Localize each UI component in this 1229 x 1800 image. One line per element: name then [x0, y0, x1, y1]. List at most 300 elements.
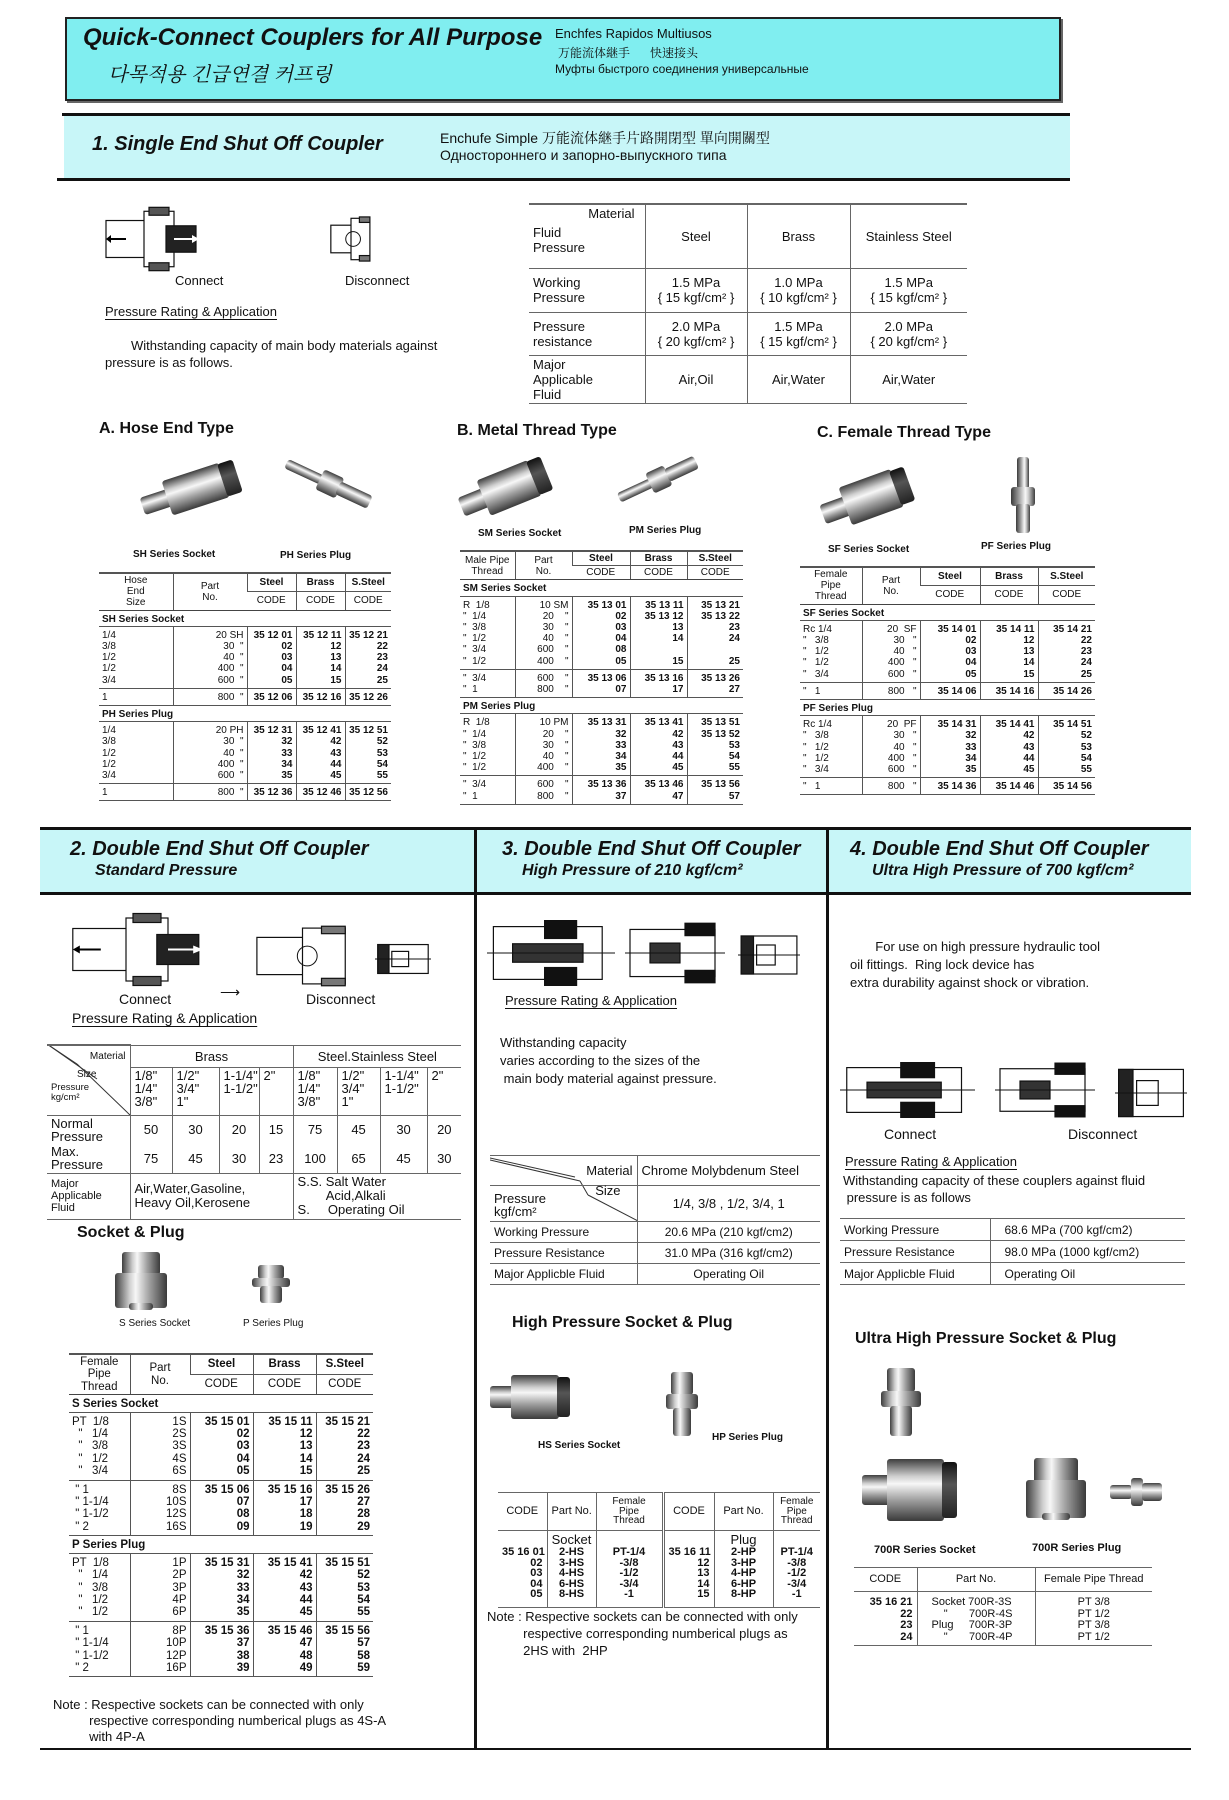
section-2-note: Note : Respective sockets can be connected with only respective corresponding numberical plugs as 4S-A with 4P-A: [53, 1697, 387, 1744]
size-cell: 1/4 3/8 1/2 1/2 3/4: [99, 722, 173, 784]
row-label: Pressure Resistance: [840, 1241, 990, 1263]
column-divider: [826, 827, 829, 1749]
ultra-high-pressure-rating-table: [840, 1218, 1185, 1285]
column-divider: [474, 827, 477, 1749]
steel-code-cell: 35 13 01 02 03 04 08 05: [572, 596, 630, 669]
size-cell: " 3/4 " 1: [460, 669, 515, 697]
column-header: Female Pipe Thread: [773, 1493, 820, 1531]
material-pressure-table: [529, 203, 967, 404]
spacer: [669, 1532, 710, 1547]
table-row: [99, 784, 391, 801]
table-row: [47, 1173, 461, 1219]
steel-code-cell: 35 15 36 37 38 39: [190, 1621, 253, 1677]
cell-value: PT-1/4 -3/8 -1/2 -3/4 -1: [780, 1546, 813, 1600]
code-header: CODE: [630, 566, 687, 580]
700r-code-table: [854, 1567, 1152, 1646]
size-cell: 1-1/4" 1-1/2": [219, 1067, 259, 1115]
size-cell: 2": [259, 1067, 293, 1115]
size-header: Size: [77, 1069, 97, 1080]
row-label: Pressure resistance: [529, 312, 645, 355]
coupler-part-shape: [1011, 487, 1035, 505]
column-header: Part No.: [917, 1568, 1035, 1592]
row-label: Major Applicable Fluid: [529, 355, 645, 403]
divider: [40, 892, 1191, 895]
material-header: Brass: [980, 567, 1038, 586]
brass-code-cell: 35 12 11 12 13 14 15: [296, 626, 345, 688]
coupler-part-shape: [258, 1265, 285, 1279]
section-1-subtitle-1: Enchufe Simple 万能流体継手片路開閉型 單向開關型: [440, 130, 770, 146]
coupler-part-shape: [666, 1394, 698, 1409]
coupler-part-shape: [881, 1391, 921, 1407]
corner-header-cell: [529, 204, 645, 268]
divider: [57, 178, 1070, 181]
table-row: [800, 716, 1095, 778]
coupler-part-shape: [122, 1252, 159, 1275]
table-row: [840, 1219, 1185, 1241]
size-cell: 1/2" 3/4" 1": [337, 1067, 380, 1115]
catalog-subtitle-chinese: 万能流体継手 快速接头: [558, 46, 699, 60]
coupler-part-shape: [673, 1408, 691, 1436]
code-header: CODE: [296, 592, 345, 610]
group-title-row: [800, 700, 1095, 716]
steel-code-cell: 35 12 36: [247, 784, 296, 801]
coupler-part-shape: [1042, 1513, 1071, 1520]
table-row: [47, 1144, 461, 1173]
max-pressure-label: Max. Pressure: [51, 1144, 104, 1173]
socket-part-cell: [547, 1531, 596, 1608]
row-value: 31.0 MPa (316 kgf/cm2): [637, 1243, 820, 1264]
code-header: CODE: [316, 1375, 373, 1395]
spacer: [601, 1532, 658, 1547]
pf-plug-label: PF Series Plug: [981, 541, 1052, 552]
coupler-part-shape: [664, 456, 699, 482]
disconnect-label: Disconnect: [345, 273, 410, 288]
part-no-cell: 20 PH 30 " 40 " 400 " 600 ": [173, 722, 247, 784]
steel-code-cell: 35 13 31 32 33 34 35: [572, 714, 630, 776]
header-row: [69, 1354, 373, 1375]
brass-code-cell: 35 15 41 42 43 44 45: [253, 1553, 316, 1621]
normal-pressure-value: 30: [380, 1115, 427, 1144]
table-row: [800, 682, 1095, 699]
group-title: PF Series Plug: [800, 700, 1095, 716]
sstell-code-cell: 35 12 51 52 53 54 55: [345, 722, 391, 784]
ultra-high-pressure-socket-plug-heading: Ultra High Pressure Socket & Plug: [855, 1330, 1117, 1347]
column-header: Part No.: [173, 573, 247, 610]
brass-code-cell: 35 14 11 12 13 14 15: [980, 620, 1038, 682]
part-no-cell: 800 ": [862, 778, 920, 795]
arrow-right-icon: ⟶: [220, 984, 241, 1000]
normal-pressure-value: 20: [427, 1115, 461, 1144]
row-value: 68.6 MPa (700 kgf/cm2): [990, 1219, 1185, 1241]
row-label: Working Pressure: [840, 1219, 990, 1241]
pressure-header: Pressure kgf/cm²: [494, 1191, 547, 1219]
hose-end-type-heading: A. Hose End Type: [99, 420, 234, 437]
coupler-part-shape: [942, 1462, 957, 1518]
table-row: [854, 1592, 1152, 1646]
hp-plug-label: HP Series Plug: [712, 1432, 783, 1443]
part-no-cell: 20 PF 30 " 40 " 400 " 600 ": [862, 716, 920, 778]
steel-header: Steel.Stainless Steel: [293, 1045, 461, 1067]
sstell-code-cell: 35 15 51 52 53 54 55: [316, 1553, 373, 1621]
steel-code-cell: 35 15 06 07 08 09: [190, 1480, 253, 1536]
coupler-part-shape: [335, 482, 372, 509]
sstell-code-cell: 35 14 26: [1038, 682, 1095, 699]
header-row: [498, 1493, 820, 1531]
table-row: [69, 1480, 373, 1536]
size-cell: R 1/8 " 1/4 " 3/8 " 1/2 " 1/2: [460, 714, 515, 776]
socket-plug-heading: Socket & Plug: [77, 1224, 185, 1241]
normal-pressure-value: 15: [259, 1115, 293, 1144]
steel-code-cell: 35 13 06 07: [572, 669, 630, 697]
header-row: [529, 204, 967, 268]
table-row: [498, 1531, 820, 1608]
max-pressure-value: 30: [219, 1144, 259, 1173]
table-row: [840, 1241, 1185, 1263]
code-header: CODE: [980, 586, 1038, 604]
steel-code-cell: 35 15 01 02 03 04 05: [190, 1412, 253, 1480]
section-4-description: For use on high pressure hydraulic tool oil fittings. Ring lock device has extra durability against shock or vibration.: [850, 939, 1101, 990]
brass-code-cell: 35 13 41 42 43 44 45: [630, 714, 687, 776]
pressure-rating-heading: Pressure Rating & Application: [105, 304, 277, 319]
sstell-code-cell: 35 13 56 57: [687, 776, 743, 804]
spacer: [502, 1532, 543, 1547]
part-no-cell: 20 SF 30 " 40 " 400 " 600 ": [862, 620, 920, 682]
table-row: [490, 1264, 820, 1285]
sstell-code-cell: 35 12 21 22 23 24 25: [345, 626, 391, 688]
sstell-code-cell: 35 14 21 22 23 24 25: [1038, 620, 1095, 682]
connect-cross-section-drawing: [487, 920, 615, 986]
code-header: CODE: [190, 1375, 253, 1395]
size-cell: PT 1/8 " 1/4 " 3/8 " 1/2 " 3/4: [69, 1412, 130, 1480]
part-no-cell: 1P 2P 3P 4P 6P: [130, 1553, 190, 1621]
sstell-code-cell: 35 15 21 22 23 24 25: [316, 1412, 373, 1480]
coupler-part-shape: [129, 1303, 154, 1310]
table-row: [529, 312, 967, 355]
plug-cross-section-drawing: [1115, 1062, 1187, 1124]
group-title: P Series Plug: [69, 1536, 373, 1553]
material-header: S.Steel: [345, 573, 391, 592]
section-3-note: Note : Respective sockets can be connected with only respective corresponding numberical plugs as 2HS with 2HP: [487, 1609, 798, 1658]
plug-cross-section-drawing: [375, 940, 431, 978]
row-label: Working Pressure: [529, 268, 645, 312]
high-pressure-socket-plug-heading: High Pressure Socket & Plug: [512, 1314, 733, 1331]
max-pressure-value: 100: [293, 1144, 337, 1173]
size-cell: " 1 " 1-1/4 " 1-1/2 " 2: [69, 1621, 130, 1677]
column-header: Hose End Size: [99, 573, 173, 610]
corner-header-cell: [490, 1183, 637, 1222]
table-row: [460, 596, 743, 669]
steel-code-cell: 35 14 36: [920, 778, 980, 795]
column-header: Female Pipe Thread: [69, 1354, 130, 1395]
table-row: [47, 1115, 461, 1144]
coupler-part-shape: [1016, 504, 1031, 533]
brass-code-cell: 35 13 11 35 13 12 13 14 15: [630, 596, 687, 669]
fluid-pressure-header: Fluid Pressure: [533, 225, 586, 255]
brass-code-cell: 35 13 46 47: [630, 776, 687, 804]
row-label: Major Applicble Fluid: [490, 1264, 637, 1285]
plug-label: Plug: [730, 1532, 757, 1547]
size-cell: " 3/4 " 1: [460, 776, 515, 804]
size-cell: " 1: [800, 682, 862, 699]
part-no-cell: 800 ": [173, 688, 247, 705]
table-row: [800, 620, 1095, 682]
group-title: S Series Socket: [69, 1395, 373, 1412]
size-cell: 1-1/4" 1-1/2": [380, 1067, 427, 1115]
spacer: [778, 1532, 817, 1547]
catalog-subtitle-spanish: Enchfes Rapidos Multiusos: [555, 26, 712, 41]
part-no-cell: 20 SH 30 " 40 " 400 " 600 ": [173, 626, 247, 688]
cell-value: 35 16 11 12 13 14 15: [668, 1546, 711, 1600]
brass-code-cell: 35 12 16: [296, 688, 345, 705]
steel-code-cell: 35 14 31 32 33 34 35: [920, 716, 980, 778]
sh-socket-label: SH Series Socket: [133, 549, 216, 560]
normal-pressure-label: Normal Pressure: [51, 1115, 104, 1144]
column-header: Female Pipe Thread: [596, 1493, 663, 1531]
plug-code-cell: [663, 1531, 714, 1608]
material-header: Brass: [630, 551, 687, 566]
table-row: [69, 1553, 373, 1621]
section-2-title: 2. Double End Shut Off Coupler: [70, 838, 369, 860]
sstell-code-cell: 35 12 56: [345, 784, 391, 801]
normal-pressure-value: 20: [219, 1115, 259, 1144]
max-pressure-value: 75: [130, 1144, 172, 1173]
pressure-value: 1.5 MPa { 15 kgf/cm² }: [850, 268, 967, 312]
plug-cross-section-drawing: [738, 930, 800, 980]
size-value: 1/4, 3/8 , 1/2, 3/4, 1: [637, 1186, 820, 1222]
coupler-part-shape: [1034, 1458, 1077, 1483]
s-p-series-code-table: [69, 1353, 373, 1677]
part-no-cell: 800 ": [173, 784, 247, 801]
brass-code-cell: 35 15 11 12 13 14 15: [253, 1412, 316, 1480]
socket-label: Socket: [551, 1532, 592, 1547]
brass-header: Brass: [130, 1045, 293, 1067]
size-cell: " 1: [800, 778, 862, 795]
row-label: Major Applicble Fluid: [840, 1263, 990, 1285]
cell-value: 2-HP 3-HP 4-HP 6-HP 8-HP: [730, 1546, 757, 1600]
sm-socket-photo: [453, 452, 555, 527]
group-title-row: [460, 580, 743, 596]
size-cell: Rc 1/4 " 3/8 " 1/2 " 1/2 " 3/4: [800, 716, 862, 778]
code-cell: 35 16 21 22 23 24: [854, 1592, 917, 1646]
connect-cross-section-drawing: [104, 206, 204, 272]
sstell-code-cell: 35 14 51 52 53 54 55: [1038, 716, 1095, 778]
material-header: Material: [490, 1156, 637, 1186]
ph-plug-photo: [280, 450, 376, 516]
size-cell: Rc 1/4 " 3/8 " 1/2 " 1/2 " 3/4: [800, 620, 862, 682]
code-header: CODE: [1038, 586, 1095, 604]
steel-code-cell: 35 14 06: [920, 682, 980, 699]
size-cell: 1/4 3/8 1/2 1/2 3/4: [99, 626, 173, 688]
sf-socket-label: SF Series Socket: [828, 544, 910, 555]
sstell-code-cell: 35 15 26 27 28 29: [316, 1480, 373, 1536]
female-thread-type-heading: C. Female Thread Type: [817, 424, 991, 441]
header-row: [854, 1568, 1152, 1592]
group-title-row: [460, 698, 743, 714]
material-header: S.Steel: [316, 1354, 373, 1375]
brass-code-cell: 35 14 46: [980, 778, 1038, 795]
fluid-label: Major Applicable Fluid: [47, 1173, 130, 1219]
steel-code-cell: 35 13 36 37: [572, 776, 630, 804]
high-pressure-rating-table: [490, 1155, 820, 1285]
code-header: CODE: [920, 586, 980, 604]
pressure-rating-heading: Pressure Rating & Application: [845, 1154, 1017, 1169]
thread-cell: PT 3/8 PT 1/2 PT 3/8 PT 1/2: [1035, 1592, 1152, 1646]
group-title: SM Series Socket: [460, 580, 743, 596]
column-header: CODE: [854, 1568, 917, 1592]
section-3-title: 3. Double End Shut Off Coupler: [502, 838, 801, 860]
part-no-cell: 1S 2S 3S 4S 6S: [130, 1412, 190, 1480]
pressure-value: 2.0 MPa { 20 kgf/cm² }: [850, 312, 967, 355]
coupler-part-shape: [671, 1372, 693, 1395]
hs-socket-photo: [490, 1372, 570, 1422]
pressure-rating-heading: Pressure Rating & Application: [505, 993, 677, 1008]
coupler-part-shape: [1026, 1480, 1086, 1517]
column-header: Part No.: [130, 1354, 190, 1395]
hose-end-code-table: [99, 572, 391, 801]
pf-plug-photo: [1006, 457, 1040, 533]
column-header: Female Pipe Thread: [1035, 1568, 1152, 1592]
part-no-cell: 8S 10S 12S 16S: [130, 1480, 190, 1536]
sm-socket-label: SM Series Socket: [478, 528, 562, 539]
connect-cross-section-drawing: [70, 912, 210, 987]
table-row: [69, 1621, 373, 1677]
brass-code-cell: 35 14 16: [980, 682, 1038, 699]
socket-thread-cell: [596, 1531, 663, 1608]
group-title: SH Series Socket: [99, 610, 391, 626]
size-cell: 1: [99, 688, 173, 705]
column-header: Female Pipe Thread: [800, 567, 862, 604]
metal-thread-code-table: [460, 550, 743, 805]
hp-plug-photo: [662, 1372, 702, 1436]
cell-value: PT-1/4 -3/8 -1/2 -3/4 -1: [612, 1546, 646, 1600]
column-header: Part No.: [862, 567, 920, 604]
catalog-subtitle-russian: Муфты быстрого соединения универсальные: [555, 62, 809, 76]
socket-cross-section-drawing: [255, 925, 350, 987]
column-header: CODE: [663, 1493, 714, 1531]
table-row: [99, 722, 391, 784]
p-plug-label: P Series Plug: [243, 1318, 304, 1329]
size-cell: R 1/8 " 1/4 " 3/8 " 1/2 " 3/4 " 1/2: [460, 596, 515, 669]
pressure-rating-text-1: Withstanding capacity of main body materials against: [131, 338, 438, 353]
brass-code-cell: 35 14 41 42 43 44 45: [980, 716, 1038, 778]
material-header: Brass: [296, 573, 345, 592]
material-header: Steel: [190, 1354, 253, 1375]
standard-pressure-rating-table: [47, 1044, 461, 1220]
pressure-rating-text-2: pressure is as follows.: [105, 355, 233, 370]
row-value: Operating Oil: [637, 1264, 820, 1285]
steel-code-cell: 35 12 31 32 33 34 35: [247, 722, 296, 784]
max-pressure-value: 30: [427, 1144, 461, 1173]
code-header: CODE: [345, 592, 391, 610]
sstell-code-cell: 35 14 56: [1038, 778, 1095, 795]
pressure-header: Pressure kg/cm²: [51, 1082, 90, 1103]
material-column-header: Stainless Steel: [850, 204, 967, 268]
700r-socket-label: 700R Series Socket: [874, 1544, 976, 1556]
part-no-cell: 10 SM 20 " 30 " 40 " 600 " 400 ": [515, 596, 572, 669]
sstell-code-cell: 35 13 51 35 13 52 53 54 55: [687, 714, 743, 776]
plug-part-cell: [714, 1531, 773, 1608]
metal-thread-type-heading: B. Metal Thread Type: [457, 422, 617, 439]
steel-code-cell: 35 15 31 32 33 34 35: [190, 1553, 253, 1621]
coupler-part-shape: [511, 1375, 559, 1419]
sh-socket-photo: [136, 456, 244, 527]
material-header: S.Steel: [687, 551, 743, 566]
max-pressure-value: 65: [337, 1144, 380, 1173]
brass-fluid: Air,Water,Gasoline, Heavy Oil,Kerosene: [130, 1173, 293, 1219]
steel-code-cell: 35 14 01 02 03 04 05: [920, 620, 980, 682]
part-no-cell: 800 ": [862, 682, 920, 699]
table-row: [460, 776, 743, 804]
connect-cross-section-drawing: [840, 1062, 975, 1118]
group-title-row: [99, 706, 391, 722]
connect-label: Connect: [175, 273, 224, 288]
material-header: Brass: [253, 1354, 316, 1375]
section-1-title: 1. Single End Shut Off Coupler: [92, 133, 383, 155]
row-value: Operating Oil: [990, 1263, 1185, 1285]
code-header: CODE: [687, 566, 743, 580]
section-4-title: 4. Double End Shut Off Coupler: [850, 838, 1149, 860]
coupler-part-shape: [557, 1377, 570, 1417]
column-header: Male Pipe Thread: [460, 551, 515, 580]
section-3-subtitle: High Pressure of 210 kgf/cm²: [522, 862, 743, 879]
part-no-cell: Socket 700R-3S " 700R-4S Plug 700R-3P " 700R-4P: [917, 1592, 1035, 1646]
socket-code-cell: [498, 1531, 547, 1608]
group-title: PM Series Plug: [460, 698, 743, 714]
brass-code-cell: 35 12 46: [296, 784, 345, 801]
code-header: CODE: [247, 592, 296, 610]
header-row: [490, 1186, 820, 1222]
pressure-rating-heading: Pressure Rating & Application: [72, 1010, 258, 1026]
socket-cross-section-drawing: [625, 922, 725, 984]
group-title: PH Series Plug: [99, 706, 391, 722]
divider: [40, 1748, 1191, 1750]
hs-socket-label: HS Series Socket: [538, 1440, 621, 1451]
brass-code-cell: 35 15 16 17 18 19: [253, 1480, 316, 1536]
pressure-value: Air,Oil: [645, 355, 747, 403]
header-row: [460, 551, 743, 566]
coupler-part-shape: [1017, 457, 1029, 489]
pressure-value: 1.0 MPa { 10 kgf/cm² }: [747, 268, 850, 312]
material-header: S.Steel: [1038, 567, 1095, 586]
normal-pressure-value: 50: [130, 1115, 172, 1144]
normal-pressure-value: 30: [172, 1115, 219, 1144]
size-cell: 2": [427, 1067, 461, 1115]
sstell-code-cell: 35 13 26 27: [687, 669, 743, 697]
pm-plug-photo: [613, 448, 703, 511]
coupler-part-shape: [887, 1459, 944, 1521]
material-column-header: Steel: [645, 204, 747, 268]
column-header: Part No.: [714, 1493, 773, 1531]
max-pressure-value: 23: [259, 1144, 293, 1173]
700r-socket-photo: [862, 1455, 957, 1525]
table-row: [529, 268, 967, 312]
material-header: Material: [588, 206, 635, 221]
pressure-rating-text: Withstanding capacity varies according to the sizes of the main body material against pressure.: [500, 1035, 717, 1086]
normal-pressure-value: 45: [337, 1115, 380, 1144]
steel-code-cell: 35 12 01 02 03 04 05: [247, 626, 296, 688]
sstell-code-cell: 35 15 56 57 58 59: [316, 1621, 373, 1677]
part-no-cell: 10 PM 20 " 30 " 40 " 400 ": [515, 714, 572, 776]
header-row: [800, 567, 1095, 586]
group-title-row: [99, 610, 391, 626]
table-row: [840, 1263, 1185, 1285]
material-header: Steel: [572, 551, 630, 566]
sstell-code-cell: 35 13 21 35 13 22 23 24 25: [687, 596, 743, 669]
table-row: [490, 1222, 820, 1243]
socket-cross-section-drawing: [995, 1062, 1095, 1118]
code-header: CODE: [572, 566, 630, 580]
catalog-title: Quick-Connect Couplers for All Purpose: [83, 24, 543, 51]
